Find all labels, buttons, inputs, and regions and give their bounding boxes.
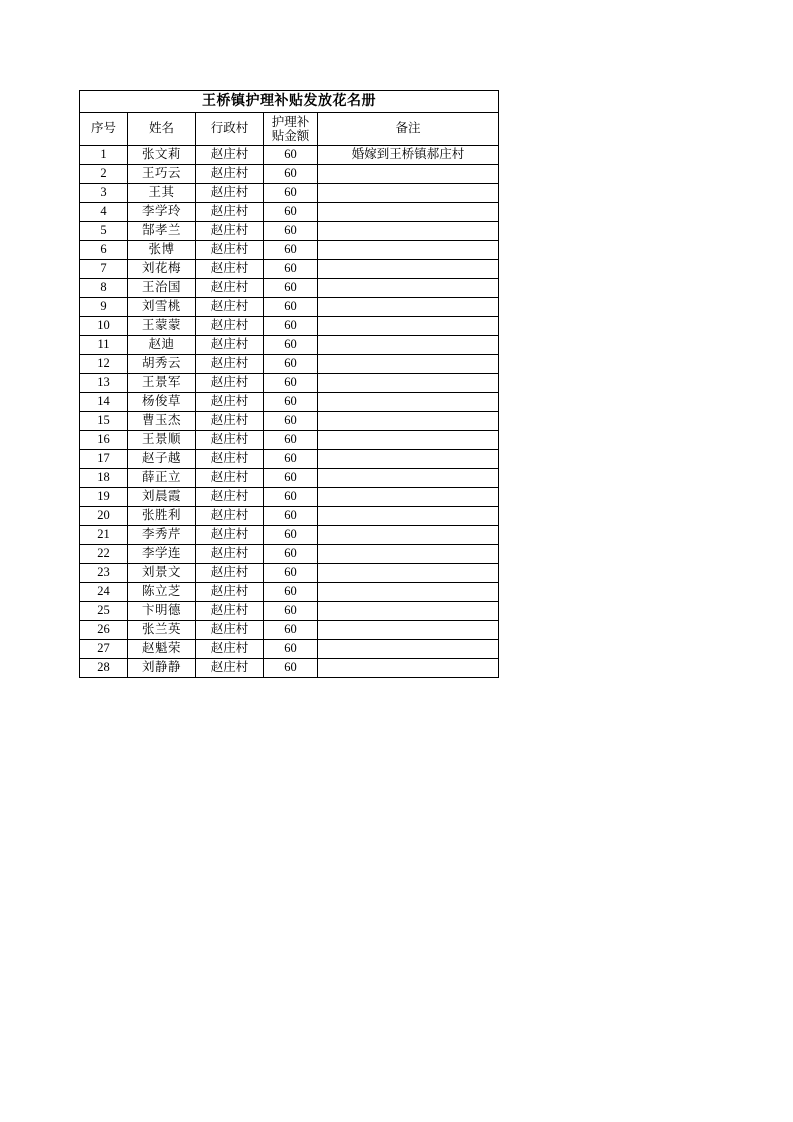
cell-no: 24 [80,583,128,602]
table-row [80,450,499,469]
cell-name: 刘花梅 [128,260,196,279]
cell-village: 赵庄村 [196,412,264,431]
table-row [80,431,499,450]
cell-note [318,526,499,545]
cell-village: 赵庄村 [196,184,264,203]
cell-name: 曹玉杰 [128,412,196,431]
cell-no: 8 [80,279,128,298]
cell-amount: 60 [264,583,318,602]
cell-village: 赵庄村 [196,583,264,602]
roster-table [79,90,499,678]
column-header-village: 行政村 [196,113,264,146]
cell-note [318,393,499,412]
cell-village: 赵庄村 [196,659,264,678]
cell-amount: 60 [264,222,318,241]
cell-no: 28 [80,659,128,678]
table-row [80,146,499,165]
cell-no: 13 [80,374,128,393]
cell-name: 刘静静 [128,659,196,678]
cell-note [318,165,499,184]
cell-amount: 60 [264,450,318,469]
cell-no: 7 [80,260,128,279]
cell-village: 赵庄村 [196,203,264,222]
cell-name: 刘景文 [128,564,196,583]
cell-village: 赵庄村 [196,469,264,488]
cell-no: 5 [80,222,128,241]
cell-name: 王景军 [128,374,196,393]
table-row [80,526,499,545]
cell-name: 张博 [128,241,196,260]
cell-name: 薛正立 [128,469,196,488]
cell-amount: 60 [264,545,318,564]
cell-no: 23 [80,564,128,583]
table-row [80,602,499,621]
column-header-name: 姓名 [128,113,196,146]
cell-amount: 60 [264,184,318,203]
cell-name: 胡秀云 [128,355,196,374]
cell-note [318,298,499,317]
cell-no: 25 [80,602,128,621]
cell-note [318,507,499,526]
cell-no: 16 [80,431,128,450]
cell-no: 10 [80,317,128,336]
table-row [80,165,499,184]
cell-amount: 60 [264,412,318,431]
table-row [80,298,499,317]
cell-amount: 60 [264,488,318,507]
cell-name: 王治国 [128,279,196,298]
cell-note [318,184,499,203]
table-row [80,393,499,412]
cell-amount: 60 [264,507,318,526]
cell-no: 11 [80,336,128,355]
document-title: 王桥镇护理补贴发放花名册 [80,91,499,113]
cell-village: 赵庄村 [196,545,264,564]
cell-name: 赵子越 [128,450,196,469]
table-row [80,469,499,488]
cell-no: 2 [80,165,128,184]
cell-note [318,374,499,393]
cell-no: 15 [80,412,128,431]
cell-name: 李学连 [128,545,196,564]
cell-name: 张胜利 [128,507,196,526]
cell-village: 赵庄村 [196,222,264,241]
cell-note [318,488,499,507]
cell-note [318,545,499,564]
cell-no: 4 [80,203,128,222]
table-row [80,488,499,507]
table-row [80,621,499,640]
cell-no: 12 [80,355,128,374]
cell-village: 赵庄村 [196,507,264,526]
cell-name: 郜孝兰 [128,222,196,241]
column-header-no: 序号 [80,113,128,146]
table-row [80,640,499,659]
cell-amount: 60 [264,317,318,336]
cell-amount: 60 [264,374,318,393]
cell-name: 赵迪 [128,336,196,355]
table-row [80,507,499,526]
cell-name: 张文莉 [128,146,196,165]
cell-no: 17 [80,450,128,469]
table-row [80,203,499,222]
table-title-row [80,91,499,113]
cell-no: 22 [80,545,128,564]
cell-amount: 60 [264,165,318,184]
cell-no: 20 [80,507,128,526]
cell-name: 王巧云 [128,165,196,184]
cell-amount: 60 [264,393,318,412]
cell-note [318,336,499,355]
table-row [80,279,499,298]
column-header-amount-line1: 护理补 [271,114,310,129]
table-row [80,317,499,336]
cell-name: 卞明德 [128,602,196,621]
cell-note [318,355,499,374]
table-header-row [80,113,499,146]
cell-note [318,602,499,621]
column-header-note: 备注 [318,113,499,146]
cell-amount: 60 [264,279,318,298]
cell-village: 赵庄村 [196,431,264,450]
cell-note [318,203,499,222]
cell-note [318,621,499,640]
cell-amount: 60 [264,526,318,545]
cell-no: 3 [80,184,128,203]
cell-note [318,222,499,241]
cell-amount: 60 [264,336,318,355]
cell-village: 赵庄村 [196,488,264,507]
cell-note [318,317,499,336]
cell-village: 赵庄村 [196,450,264,469]
cell-name: 刘晨霞 [128,488,196,507]
cell-village: 赵庄村 [196,279,264,298]
cell-name: 李秀芹 [128,526,196,545]
cell-name: 王其 [128,184,196,203]
cell-note [318,583,499,602]
cell-no: 9 [80,298,128,317]
cell-name: 王蒙蒙 [128,317,196,336]
cell-no: 1 [80,146,128,165]
cell-no: 18 [80,469,128,488]
table-row [80,336,499,355]
cell-name: 刘雪桃 [128,298,196,317]
table-row [80,583,499,602]
cell-note [318,564,499,583]
table-row [80,222,499,241]
cell-no: 19 [80,488,128,507]
table-row [80,260,499,279]
cell-village: 赵庄村 [196,355,264,374]
cell-note [318,431,499,450]
table-row [80,241,499,260]
cell-village: 赵庄村 [196,393,264,412]
cell-note: 婚嫁到王桥镇郝庄村 [318,146,499,165]
table-row [80,412,499,431]
cell-village: 赵庄村 [196,146,264,165]
cell-village: 赵庄村 [196,602,264,621]
cell-name: 王景顺 [128,431,196,450]
cell-amount: 60 [264,659,318,678]
cell-amount: 60 [264,564,318,583]
cell-village: 赵庄村 [196,526,264,545]
cell-name: 赵魁荣 [128,640,196,659]
cell-note [318,260,499,279]
cell-note [318,450,499,469]
cell-note [318,469,499,488]
cell-name: 陈立芝 [128,583,196,602]
roster-table-body [80,91,499,678]
cell-amount: 60 [264,146,318,165]
cell-note [318,279,499,298]
cell-note [318,659,499,678]
cell-amount: 60 [264,602,318,621]
cell-amount: 60 [264,621,318,640]
cell-no: 21 [80,526,128,545]
cell-no: 14 [80,393,128,412]
cell-village: 赵庄村 [196,374,264,393]
cell-amount: 60 [264,298,318,317]
cell-note [318,241,499,260]
cell-village: 赵庄村 [196,298,264,317]
cell-note [318,412,499,431]
table-row [80,545,499,564]
cell-village: 赵庄村 [196,621,264,640]
cell-village: 赵庄村 [196,165,264,184]
column-header-amount-line2: 贴金额 [271,129,310,143]
cell-amount: 60 [264,355,318,374]
cell-village: 赵庄村 [196,317,264,336]
cell-amount: 60 [264,203,318,222]
cell-amount: 60 [264,431,318,450]
cell-village: 赵庄村 [196,640,264,659]
cell-village: 赵庄村 [196,260,264,279]
roster-sheet [79,90,498,678]
cell-no: 26 [80,621,128,640]
column-header-amount [264,113,318,146]
cell-note [318,640,499,659]
cell-name: 张兰英 [128,621,196,640]
table-row [80,184,499,203]
cell-village: 赵庄村 [196,241,264,260]
cell-no: 27 [80,640,128,659]
table-row [80,355,499,374]
cell-no: 6 [80,241,128,260]
cell-name: 李学玲 [128,203,196,222]
cell-amount: 60 [264,260,318,279]
table-row [80,564,499,583]
cell-amount: 60 [264,469,318,488]
cell-name: 杨俊草 [128,393,196,412]
cell-amount: 60 [264,241,318,260]
cell-village: 赵庄村 [196,336,264,355]
table-row [80,374,499,393]
table-row [80,659,499,678]
cell-amount: 60 [264,640,318,659]
cell-village: 赵庄村 [196,564,264,583]
